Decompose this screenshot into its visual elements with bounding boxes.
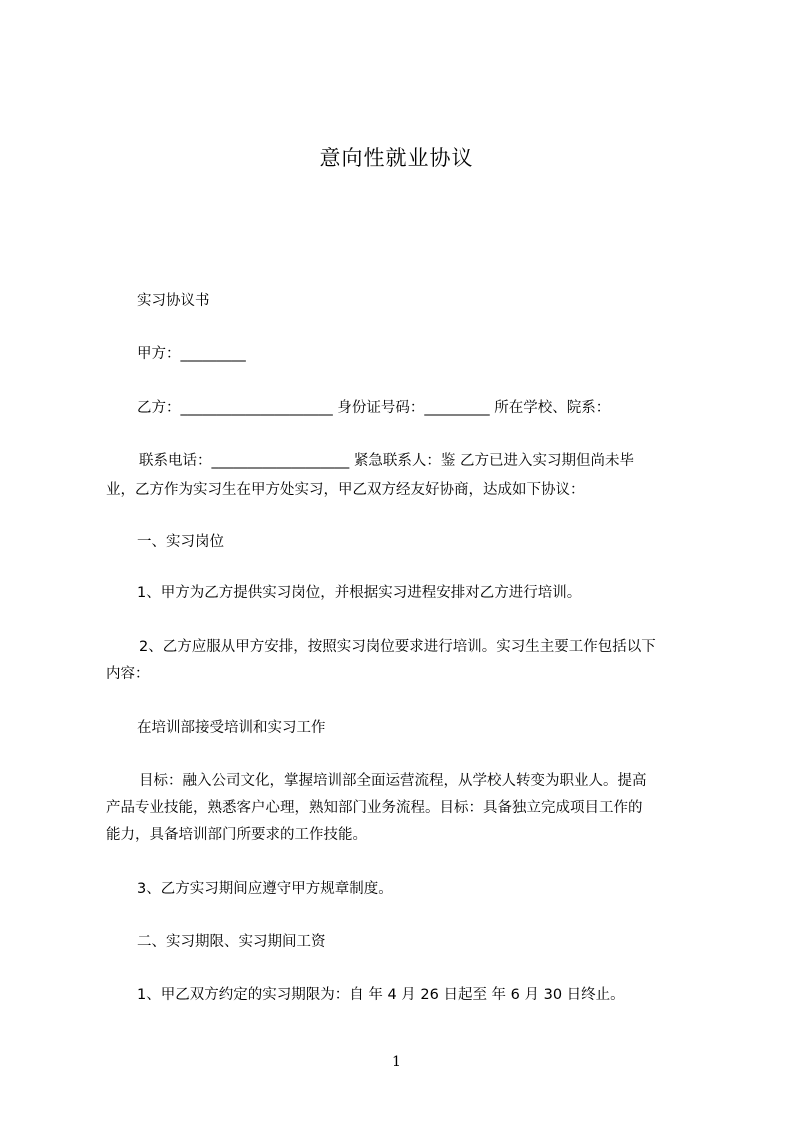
clause-1-2-line-2: 内容： [106,666,150,682]
contact-line-2: 业，乙方作为实习生在甲方处实习，甲乙双方经友好协商，达成如下协议： [106,482,585,498]
section-2-title: 二、实习期限、实习期间工资 [137,934,326,950]
goal-line-3: 能力，具备培训部门所要求的工作技能。 [106,827,367,843]
section-1-title: 一、实习岗位 [137,534,224,550]
training-work-line: 在培训部接受培训和实习工作 [137,720,326,736]
agreement-heading: 实习协议书 [137,293,210,309]
clause-1-1: 1、甲方为乙方提供实习岗位，并根据实习进程安排对乙方进行培训。 [137,585,582,601]
page-number: 1 [392,1054,401,1070]
clause-2-1: 1、甲乙双方约定的实习期限为：自 年 4 月 26 日起至 年 6 月 30 日终止。 [137,987,625,1003]
party-b-line: 乙方：_____________________ 身份证号码：_________ 所在学校、院系： [137,400,611,416]
goal-line-2: 产品专业技能，熟悉客户心理，熟知部门业务流程。目标：具备独立完成项目工作的 [106,800,643,816]
clause-1-3: 3、乙方实习期间应遵守甲方规章制度。 [137,881,393,897]
party-a-line: 甲方：_________ [137,346,246,362]
goal-line-1: 目标：融入公司文化，掌握培训部全面运营流程，从学校人转变为职业人。提高 [139,773,647,789]
contact-line-1: 联系电话：___________________ 紧急联系人：鉴 乙方已进入实习期但尚未毕 [139,453,634,469]
clause-1-2-line-1: 2、乙方应服从甲方安排，按照实习岗位要求进行培训。实习生主要工作包括以下 [139,639,656,655]
document-title: 意向性就业协议 [319,146,474,170]
